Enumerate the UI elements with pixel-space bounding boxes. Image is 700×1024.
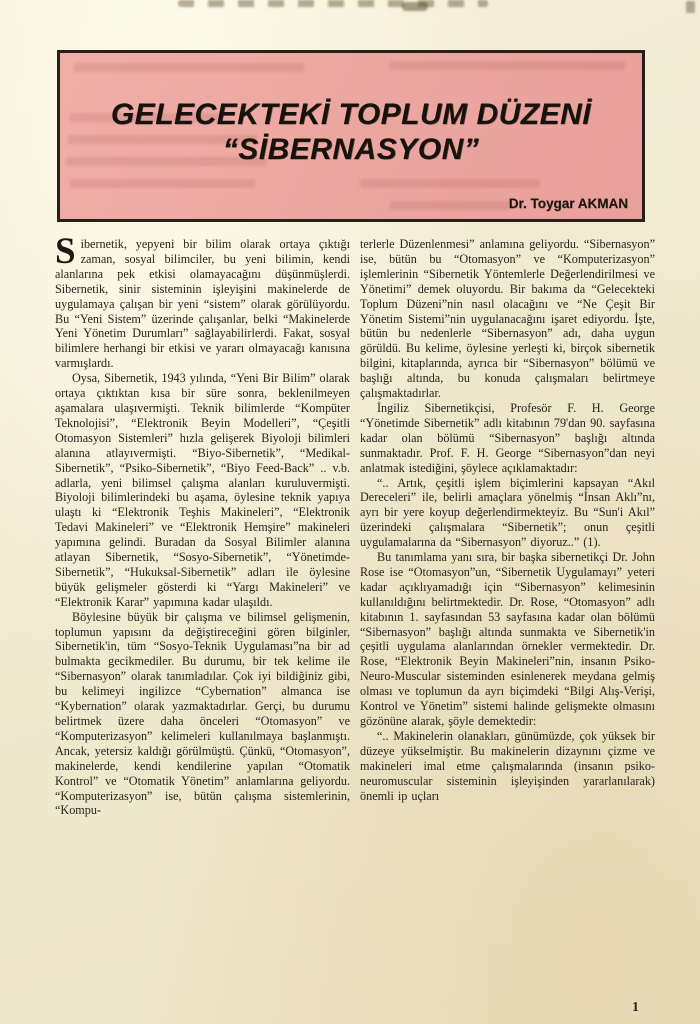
title-line-2: “SİBERNASYON” [222,133,480,166]
scan-artifact-top [178,0,488,7]
title-line-1: GELECEKTEKİ TOPLUM DÜZENİ [110,98,592,131]
article-title-box [57,50,645,222]
paragraph: Oysa, Sibernetik, 1943 yılında, “Yeni Bir Bilim” olarak ortaya çıktıktan kısa bir süre sonra, beklenilmeyen aşamalara ulaşıvermişti. Teknik bilimlerde “Kompüter Teknolojisi”, “Elektronik Beyin Modelleri”, “Çeşitli Otomasyon Sistemleri” hızla gelişerek Biyoloji bilimleri alanına atlayıvermişti. “Biyo-Sibernetik”, “Medikal-Sibernetik”, “Psiko-Sibernetik”, “Biyo Feed-Back” .. v.b. adlarla, yeni bilimsel çalışma alanları kuruluvermişti. Biyoloji bilimlerindeki bu aşama, öylesine teknik yapıya ulaştı ki “Elektronik Teşhis Makineleri”, “Elektronik Tedavi Makineleri” ve “Elektronik Hemşire” makineleri yapımına gelindi. Buradan da Sosyal Bilimler alanına atlayan Sibernetik, “Sosyo-Sibernetik”, “Yönetimde-Sibernetik”, “Hukuksal-Sibernetik” adları ile öylesine büyük gelişmeler gösterdi ki “Yargı Makineleri” ve “Elektronik Karar” yapımına kadar ulaşıldı. [55,371,350,609]
show-through-artifact [70,179,255,188]
show-through-artifact [390,201,510,210]
drop-cap: S [55,237,76,272]
paragraph: terlerle Düzenlenmesi” anlamına geliyordu. “Sibernasyon” ise, bütün bu “Otomasyon” ve “Komputerizasyon” işlemlerinin “Sibernetik Yöntemlerle Değerlendirilmesi ve Yönetimi” demek oluyordu. Bir bakıma da “Gelecekteki Toplum Düzeni”nin nasıl olacağını ve “Ne Çeşit Bir Yönetim Sistemi”nin uygulanacağını işaret ediyordu. İşte, bütün bu nedenlerle “Sibernasyon” adı, daha uygun görüldü. Bu kelime, öylesine yerleşti ki, birçok sibernetik bilgini, kitaplarında, ayrıca bir “Sibernasyon” bölümü ve başlığı altında, bu konuda çalışmaları belirtmeye çalışmaktadırlar. [360,237,655,401]
paragraph: “.. Makinelerin olanakları, günümüzde, çok yüksek bir düzeye yükselmiştir. Bu makinelerin dizaynını çizme ve makineleri imal etme çalışmalarında (insanın psiko-neuromuscular sisteminin işleyişinden yararlanılarak) önemli ip uçları [360,728,655,803]
paragraph: İngiliz Sibernetikçisi, Profesör F. H. George “Yönetimde Sibernetik” adlı kitabının 79'dan 90. sayfasına kadar olan bölümü “Sibernasyon” başlığı altında sunmaktadır. Prof. F. H. George “Sibernasyon”dan neyi anlatmak istediğini, şöylece açıklamaktadır: [360,400,655,475]
article-body [55,237,655,1019]
scan-artifact-top [402,2,428,11]
column-right [360,237,655,1019]
page-number: 1 [632,1000,639,1015]
article-title [60,53,642,167]
scan-artifact-top [686,1,695,13]
paragraph-lead [55,237,350,371]
show-through-artifact [360,179,540,188]
paragraph-text: ibernetik, yepyeni bir bilim olarak ortaya çıktığı zaman, sosyal bilimciler, bu yeni bilimin, kendi alanlarına pek etkisi olamayacağını düşünmüşlerdi. Sibernetik, sinir sisteminin işleyişini makinelerde de uygulamaya çalışan bir yeni “sistem” olarak görülüyordu. Bu “Yeni Sistem” üzerinde çalışanlar, belki “Makinelerde Yeni Yönetim Durumları” sağlayabilirlerdi. Fakat, sosyal bilimlere herhangi bir etkisi ve yararı olmayacağı kanısına varmışlardı. [55,237,350,371]
paragraph: Bu tanımlama yanı sıra, bir başka sibernetikçi Dr. John Rose ise “Otomasyon”un, “Sibernetik Uygulamayı” yeteri kadar açıklıyamadığı için “Sibernasyon” kelimesinin kullanıldığını belirtmektedir. Dr. Rose, “Otomasyon” adlı kitabının 1. sayfasından 53 sayfasına kadar olan bölümü “Sibernasyon” başlığı altında sunmakta ve Sibernetik'in çeşitli uygulama alanlarından örnekler vermektedir. Dr. Rose, “Elektronik Beyin Makineleri”nin, insanın Psiko-Neuro-Muscular sisteminden esinlenerek meydana gelmiş olması ve toplumun da ayrı biçimdeki “Bilgi Alış-Verişi, Kontrol ve Yönetim” sistemi halinde gelişmekte olmasını gözönüne alarak, şöyle demektedir: [360,550,655,728]
paragraph: Böylesine büyük bir çalışma ve bilimsel gelişmenin, toplumun yapısını da değiştireceğini gören bilginler, Sibernetik'in, tüm “Sosyo-Teknik Uygulaması”na bir ad bulmakta gecikmediler. Bu durumu, bir tek kelime ile “Sibernasyon” olarak tanımladılar. Çok iyi bildiğiniz gibi, bu kelimeyi ingilizce “Cybernation” almanca ise “Kybernation” olarak yazmaktadırlar. Gerçi, bu durumu belirtmek üzere daha önceleri “Otomasyon” ve “Komputerizasyon” kelimeleri kullanılmaya başlanmıştı. Ancak, yetersiz kaldığı görülmüştü. Çünkü, “Otomasyon”, makinelerde, kendi kendilerine yapılan “Otomatik Kontrol” ve “Otomatik Yönetim” anlamlarına geliyordu. “Komputerizasyon” ise, bütün çalışma sistemlerinin, “Kompu- [55,609,350,818]
column-left [55,237,350,1019]
author-byline: Dr. Toygar AKMAN [508,196,628,211]
paragraph: “.. Artık, çeşitli işlem biçimlerini kapsayan “Akıl Dereceleri” ile, belirli amaçlara yönelmiş “İnsan Aklı”nı, ayrı bir yere koyup değerlendirmekteyiz. Bu “Sun'i Akıl” üzerindeki çalışmalara “Sibernetik”; onun çeşitli uygulamalarına da “Sibernasyon” diyoruz..” (1). [360,475,655,550]
